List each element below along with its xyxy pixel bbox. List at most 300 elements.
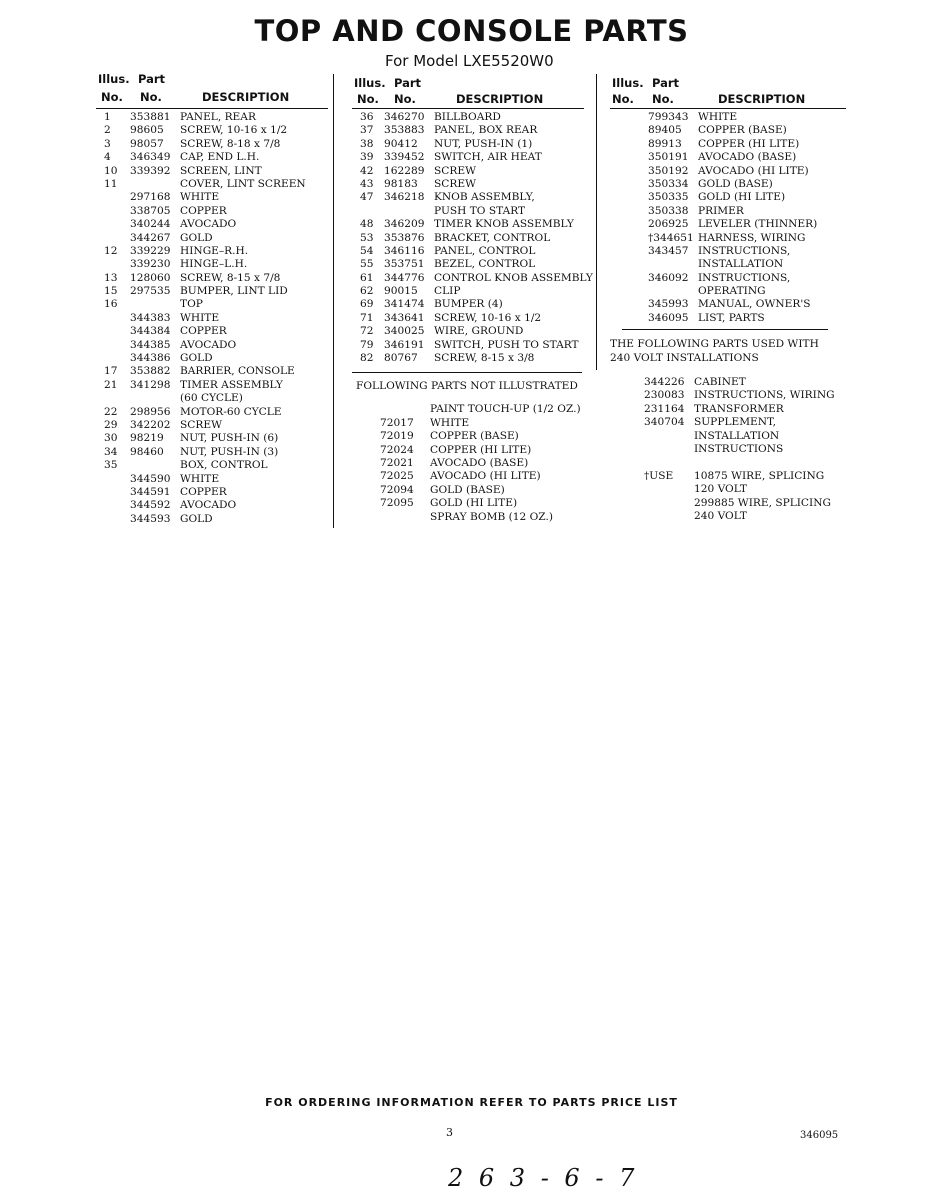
description: TOP [180, 298, 203, 311]
list-item [610, 510, 846, 523]
list-item [352, 285, 584, 298]
part-no: 346116 [384, 244, 425, 257]
list-item [352, 497, 584, 510]
list-item [610, 312, 846, 325]
part-no: 339229 [130, 244, 171, 257]
not-illustrated-note: FOLLOWING PARTS NOT ILLUSTRATED [356, 380, 578, 393]
part-no: 343641 [384, 311, 425, 324]
illus-no: 71 [360, 311, 374, 324]
description: 10875 WIRE, SPLICING [694, 469, 825, 482]
description: 120 VOLT [694, 483, 747, 496]
list-item [96, 432, 328, 445]
description: 299885 WIRE, SPLICING [694, 496, 831, 509]
partno-label: No. [652, 92, 674, 106]
list-item [610, 151, 846, 164]
illus-no: 29 [104, 418, 118, 431]
part-no: 353882 [130, 365, 171, 378]
description: 240 VOLT [694, 509, 747, 522]
part-no: 343457 [648, 244, 689, 257]
description: BUMPER, LINT LID [180, 285, 288, 298]
part-no: 339452 [384, 151, 425, 164]
part-no: 340704 [644, 416, 685, 429]
list-item [96, 124, 328, 137]
list-item [610, 258, 846, 271]
part-no: 799343 [648, 111, 689, 123]
list-item [96, 325, 328, 338]
description: WHITE [698, 111, 738, 123]
list-item [352, 511, 584, 524]
description: CABINET [694, 376, 746, 389]
illus-no: 37 [360, 124, 374, 137]
part-no: 72021 [380, 456, 414, 469]
illus-no: 43 [360, 177, 374, 190]
illus-no: 42 [360, 164, 374, 177]
description: PAINT TOUCH-UP (1/2 OZ.) [430, 403, 581, 416]
part-no: 72094 [380, 483, 414, 496]
illus-no: 15 [104, 285, 118, 298]
list-item [96, 191, 328, 204]
description: NUT, PUSH-IN (1) [434, 137, 533, 150]
part-no: 98057 [130, 137, 164, 150]
list-item [96, 473, 328, 486]
list-item [352, 218, 584, 231]
illus-no: 16 [104, 298, 118, 311]
description: TIMER ASSEMBLY [180, 378, 283, 391]
part-no: 80767 [384, 352, 418, 365]
illus-no: 48 [360, 218, 374, 231]
column-divider-1 [333, 74, 334, 528]
illus-no: 69 [360, 298, 374, 311]
part-no: 89913 [648, 137, 682, 150]
list-item [352, 403, 584, 416]
description: TRANSFORMER [694, 402, 784, 415]
list-item [352, 165, 584, 178]
description: INSTALLATION [694, 429, 780, 442]
part-no: 344590 [130, 472, 171, 485]
description: HINGE–L.H. [180, 258, 248, 271]
description: GOLD (BASE) [430, 483, 505, 496]
part-no: 346092 [648, 271, 689, 284]
part-no: 162289 [384, 164, 425, 177]
list-item [352, 470, 584, 483]
description: PRIMER [698, 204, 744, 217]
illus-no: 12 [104, 244, 118, 257]
description: WIRE, GROUND [434, 325, 524, 338]
description: AVOCADO [180, 218, 237, 231]
description: INSTALLATION [698, 258, 784, 271]
part-no: 340025 [384, 325, 425, 338]
list-item [610, 245, 846, 258]
part-no: 72019 [380, 430, 414, 443]
part-no: 340244 [130, 218, 171, 231]
list-item [96, 312, 328, 325]
parts-list [96, 109, 328, 526]
list-item [610, 389, 846, 402]
list-item [610, 298, 846, 311]
list-item [352, 138, 584, 151]
part-no: 350334 [648, 177, 689, 190]
illus-no: 38 [360, 137, 374, 150]
description: AVOCADO (BASE) [698, 151, 797, 164]
description: CONTROL KNOB ASSEMBLY [434, 271, 593, 284]
illus-no: 53 [360, 231, 374, 244]
part-no: 72025 [380, 470, 414, 483]
description: BILLBOARD [434, 111, 501, 123]
description: SCREW [180, 418, 222, 431]
description: AVOCADO [180, 499, 237, 512]
description: GOLD (HI LITE) [698, 191, 786, 204]
list-item [610, 497, 846, 510]
parts-column-1 [96, 72, 328, 526]
list-item [352, 312, 584, 325]
illus-no: 2 [104, 124, 111, 137]
description: COPPER [180, 485, 227, 498]
part-no: 298956 [130, 405, 171, 418]
document-number: 346095 [800, 1130, 839, 1141]
list-item [96, 272, 328, 285]
description: TIMER KNOB ASSEMBLY [434, 218, 574, 231]
description-label: DESCRIPTION [202, 90, 290, 104]
part-no: 339230 [130, 258, 171, 271]
list-item [610, 483, 846, 496]
list-item [96, 459, 328, 472]
part-no: 341474 [384, 298, 425, 311]
description: SCREW, 8-15 x 7/8 [180, 271, 281, 284]
list-item [352, 232, 584, 245]
description: GOLD (HI LITE) [430, 497, 518, 510]
parts-column-3 [610, 72, 846, 523]
part-no: 339392 [130, 164, 171, 177]
description: CAP, END L.H. [180, 151, 260, 164]
description: SCREW, 8-15 x 3/8 [434, 352, 535, 365]
description: BOX, CONTROL [180, 459, 268, 472]
list-item [96, 205, 328, 218]
description: KNOB ASSEMBLY, [434, 191, 535, 204]
description: SPRAY BOMB (12 OZ.) [430, 510, 553, 523]
part-no: 90412 [384, 137, 418, 150]
part-no: 344384 [130, 325, 171, 338]
illus-label: Illus. [612, 76, 644, 90]
list-item [610, 165, 846, 178]
no-label: No. [357, 92, 379, 106]
list-item [96, 406, 328, 419]
description: SCREEN, LINT [180, 164, 262, 177]
list-item [610, 470, 846, 483]
list-item [96, 365, 328, 378]
part-no: 230083 [644, 389, 685, 402]
list-item [352, 457, 584, 470]
description: SCREW, 10-16 x 1/2 [434, 311, 542, 324]
description: GOLD [180, 512, 213, 525]
list-item [610, 403, 846, 416]
list-item [96, 419, 328, 432]
list-item [610, 111, 846, 124]
list-item [352, 258, 584, 271]
description: BUMPER (4) [434, 298, 503, 311]
part-no: 344776 [384, 271, 425, 284]
part-no: 72024 [380, 443, 414, 456]
list-item [352, 124, 584, 137]
illus-no: 34 [104, 445, 118, 458]
part-no: 346095 [648, 311, 689, 324]
list-item [96, 178, 328, 191]
list-item [352, 339, 584, 352]
part-no: 344591 [130, 485, 171, 498]
list-item [352, 444, 584, 457]
illus-label: Illus. [98, 72, 130, 86]
list-item [610, 443, 846, 456]
illus-no: 13 [104, 271, 118, 284]
part-no: 231164 [644, 402, 685, 415]
list-item [610, 124, 846, 137]
illus-no: 72 [360, 325, 374, 338]
illus-no: 22 [104, 405, 118, 418]
description: MOTOR-60 CYCLE [180, 405, 282, 418]
description-label: DESCRIPTION [456, 92, 544, 106]
description: LIST, PARTS [698, 311, 765, 324]
description: COVER, LINT SCREEN [180, 177, 306, 190]
part-no: 346209 [384, 218, 425, 231]
part-no: 344267 [130, 231, 171, 244]
divider [352, 372, 582, 373]
description: SUPPLEMENT, [694, 416, 776, 429]
part-no: 350191 [648, 151, 689, 164]
list-item [352, 178, 584, 191]
description: WHITE [430, 416, 470, 429]
no-label: No. [101, 90, 123, 104]
description: HINGE–R.H. [180, 244, 249, 257]
list-item [96, 513, 328, 526]
description: COPPER [180, 325, 227, 338]
description: BRACKET, CONTROL [434, 231, 551, 244]
list-item [610, 285, 846, 298]
list-item [352, 484, 584, 497]
parts-column-2 [352, 72, 593, 524]
list-item [96, 111, 328, 124]
illus-no: 1 [104, 111, 111, 123]
part-no: 350338 [648, 204, 689, 217]
part-no: 346218 [384, 191, 425, 204]
list-item [96, 165, 328, 178]
list-item [96, 339, 328, 352]
part-no: 353751 [384, 258, 425, 271]
description: INSTRUCTIONS, WIRING [694, 389, 835, 402]
illus-no: 11 [104, 177, 118, 190]
list-item [352, 245, 584, 258]
description: (60 CYCLE) [180, 392, 243, 405]
list-item [96, 379, 328, 392]
list-item [96, 298, 328, 311]
part-no: 350192 [648, 164, 689, 177]
list-item [96, 486, 328, 499]
volt-240-list [610, 376, 846, 523]
parts-list [610, 109, 846, 325]
description: COPPER (BASE) [698, 124, 787, 137]
description: PUSH TO START [434, 204, 526, 217]
part-no: 297535 [130, 285, 171, 298]
list-item [352, 191, 584, 204]
description: OPERATING [698, 285, 766, 298]
part-no: 98219 [130, 432, 164, 445]
part-no: 346349 [130, 151, 171, 164]
list-item [96, 138, 328, 151]
part-label: Part [394, 76, 422, 90]
description: WHITE [180, 472, 220, 485]
description: GOLD (BASE) [698, 177, 773, 190]
description: GOLD [180, 231, 213, 244]
list-item [96, 352, 328, 365]
list-item [610, 416, 846, 429]
description: PANEL, REAR [180, 111, 256, 123]
column-header [610, 72, 846, 109]
description: SWITCH, AIR HEAT [434, 151, 542, 164]
description: NUT, PUSH-IN (6) [180, 432, 279, 445]
part-no: 90015 [384, 285, 418, 298]
list-item [610, 376, 846, 389]
list-item [610, 272, 846, 285]
illus-no: 79 [360, 338, 374, 351]
part-no: 344386 [130, 352, 171, 365]
list-item [610, 232, 846, 245]
illus-label: Illus. [354, 76, 386, 90]
description: GOLD [180, 352, 213, 365]
description: CLIP [434, 285, 461, 298]
part-no: 128060 [130, 271, 171, 284]
list-item [610, 456, 846, 469]
list-item [96, 151, 328, 164]
list-item [96, 285, 328, 298]
illus-no: 61 [360, 271, 374, 284]
partno-label: No. [394, 92, 416, 106]
illus-no: 55 [360, 258, 374, 271]
part-no: 72095 [380, 497, 414, 510]
list-item [352, 430, 584, 443]
part-no: 353876 [384, 231, 425, 244]
list-item [352, 417, 584, 430]
handwritten-note: 2 6 3 - 6 - 7 [448, 1164, 639, 1192]
list-item [96, 499, 328, 512]
partno-label: No. [140, 90, 162, 104]
column-header [96, 72, 328, 109]
part-label: Part [652, 76, 680, 90]
description: COPPER (HI LITE) [430, 443, 532, 456]
part-no: 297168 [130, 191, 171, 204]
description: HARNESS, WIRING [698, 231, 806, 244]
illus-no: 30 [104, 432, 118, 445]
part-no: 98460 [130, 445, 164, 458]
list-item [96, 245, 328, 258]
ordering-footer: FOR ORDERING INFORMATION REFER TO PARTS PRICE LIST [265, 1096, 678, 1109]
part-no: 72017 [380, 416, 414, 429]
part-no: 346191 [384, 338, 425, 351]
illus-no: 62 [360, 285, 374, 298]
description: INSTRUCTIONS, [698, 271, 791, 284]
illus-no: 21 [104, 378, 118, 391]
illus-no: 17 [104, 365, 118, 378]
description: BARRIER, CONSOLE [180, 365, 295, 378]
description: WHITE [180, 191, 220, 204]
illus-no: 54 [360, 244, 374, 257]
description: SCREW [434, 177, 476, 190]
description: AVOCADO (HI LITE) [698, 164, 809, 177]
list-item [352, 325, 584, 338]
list-item [352, 271, 593, 285]
illus-no: 82 [360, 352, 374, 365]
description: WHITE [180, 311, 220, 324]
list-item [352, 205, 584, 218]
list-item [96, 232, 328, 245]
list-item [352, 352, 584, 365]
description: INSTRUCTIONS [694, 443, 784, 456]
no-label: No. [612, 92, 634, 106]
part-no: 344592 [130, 499, 171, 512]
part-no: 350335 [648, 191, 689, 204]
description: NUT, PUSH-IN (3) [180, 445, 279, 458]
parts-list [352, 109, 593, 365]
part-no: 344593 [130, 512, 171, 525]
part-no: 338705 [130, 204, 171, 217]
description: LEVELER (THINNER) [698, 218, 818, 231]
list-item [610, 218, 846, 231]
list-item [96, 446, 328, 459]
list-item [96, 218, 328, 231]
part-no: 98183 [384, 177, 418, 190]
illus-no: 4 [104, 151, 111, 164]
description: PANEL, CONTROL [434, 244, 536, 257]
part-no: †344651 [648, 231, 694, 244]
part-no: 346270 [384, 111, 425, 123]
part-no: 342202 [130, 418, 171, 431]
part-no: 344385 [130, 338, 171, 351]
description: SCREW [434, 164, 476, 177]
list-item [352, 151, 584, 164]
part-no: 98605 [130, 124, 164, 137]
description: AVOCADO (BASE) [430, 456, 529, 469]
part-no: 89405 [648, 124, 682, 137]
illus-no: 39 [360, 151, 374, 164]
illus-no: 36 [360, 111, 374, 123]
part-no: 341298 [130, 378, 171, 391]
part-no: 353883 [384, 124, 425, 137]
list-item [610, 430, 846, 443]
description: COPPER (HI LITE) [698, 137, 800, 150]
part-no: 344383 [130, 311, 171, 324]
description: SWITCH, PUSH TO START [434, 338, 579, 351]
description: COPPER [180, 204, 227, 217]
description: COPPER (BASE) [430, 430, 519, 443]
illus-no: 3 [104, 137, 111, 150]
description: AVOCADO [180, 338, 237, 351]
part-label: Part [138, 72, 166, 86]
list-item [610, 138, 846, 151]
volt-240-note: THE FOLLOWING PARTS USED WITH 240 VOLT INSTALLATIONS [610, 338, 819, 364]
part-no: 345993 [648, 298, 689, 311]
description-label: DESCRIPTION [718, 92, 806, 106]
part-no: 344226 [644, 376, 685, 389]
description: MANUAL, OWNER'S [698, 298, 811, 311]
list-item [96, 392, 328, 405]
page-title: TOP AND CONSOLE PARTS [254, 14, 689, 48]
model-subtitle: For Model LXE5520W0 [385, 52, 554, 70]
paint-list [352, 403, 584, 524]
description: SCREW, 10-16 x 1/2 [180, 124, 288, 137]
description: INSTRUCTIONS, [698, 244, 791, 257]
divider [622, 329, 828, 330]
column-header [352, 72, 584, 109]
illus-no: 35 [104, 459, 118, 472]
part-no: 353881 [130, 111, 171, 123]
page-number: 3 [446, 1126, 453, 1139]
